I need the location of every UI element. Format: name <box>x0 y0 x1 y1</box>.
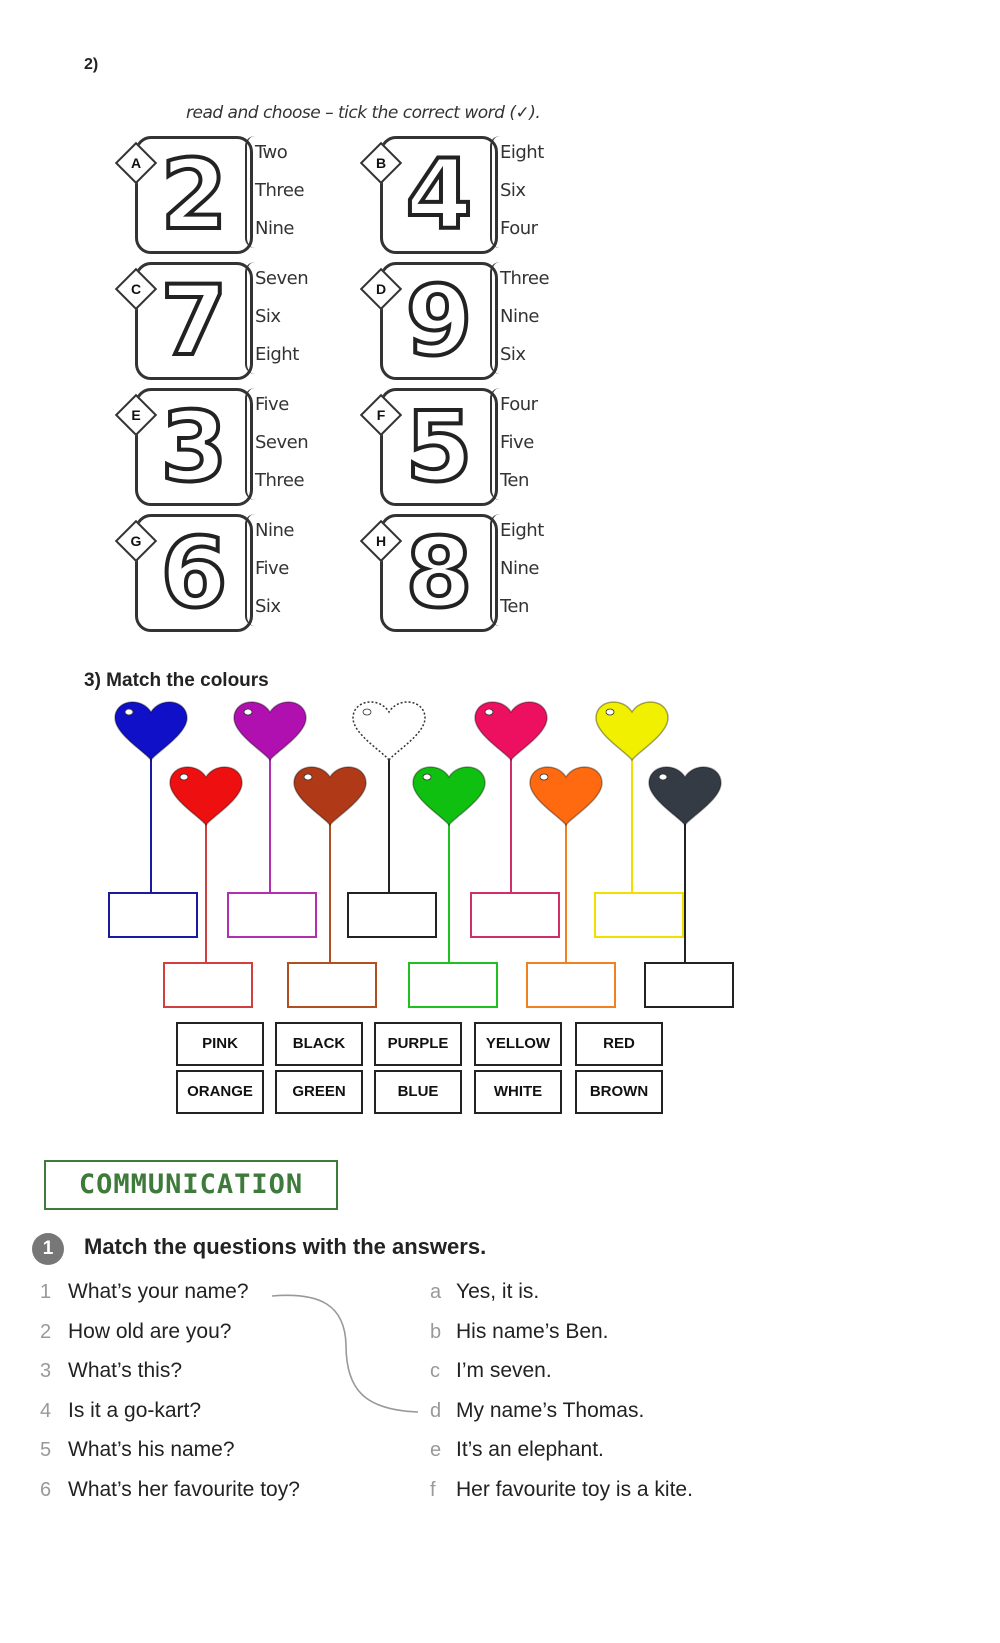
question-text[interactable]: Is it a go-kart? <box>68 1399 202 1422</box>
option-word[interactable]: Eight <box>255 344 299 365</box>
question-number: 3 <box>40 1360 52 1382</box>
option-word[interactable]: Nine <box>255 218 294 239</box>
option-word[interactable]: Six <box>255 306 281 327</box>
option-word[interactable]: Four <box>500 394 538 415</box>
number-digit: 8 <box>405 517 473 629</box>
option-word[interactable]: Four <box>500 218 538 239</box>
letter-badge-label: B <box>375 155 387 171</box>
brown-heart-highlight <box>304 774 312 780</box>
answer-letter: b <box>430 1321 442 1343</box>
exercise-instruction: Match the questions with the answers. <box>84 1234 487 1259</box>
number-digit: 3 <box>160 391 228 503</box>
answer-text[interactable]: Yes, it is. <box>456 1280 540 1303</box>
section-2-instruction: read and choose – tick the correct word (✓). <box>186 103 541 123</box>
answer-text[interactable]: His name’s Ben. <box>456 1320 609 1343</box>
number-card-f <box>380 388 498 506</box>
option-word[interactable]: Six <box>500 180 526 201</box>
orange-heart-highlight <box>540 774 548 780</box>
number-digit: 9 <box>405 265 473 377</box>
options-column-g <box>245 514 317 626</box>
answer-box-purple-heart[interactable] <box>227 892 317 938</box>
exercise-number-badge <box>32 1233 64 1265</box>
option-word[interactable]: Two <box>255 142 288 163</box>
answer-text[interactable]: I’m seven. <box>456 1359 552 1382</box>
number-card-a <box>135 136 253 254</box>
red-heart-highlight <box>180 774 188 780</box>
number-card-c <box>135 262 253 380</box>
letter-badge-label: G <box>130 533 142 549</box>
answer-box-red-heart[interactable] <box>163 962 253 1008</box>
option-word[interactable]: Three <box>500 268 550 289</box>
number-digit: 5 <box>405 391 473 503</box>
answer-box-pink-heart[interactable] <box>470 892 560 938</box>
question-text[interactable]: What’s your name? <box>68 1280 249 1303</box>
word-red[interactable]: RED <box>575 1022 663 1066</box>
option-word[interactable]: Eight <box>500 520 544 541</box>
letter-badge-label: A <box>130 155 142 171</box>
purple-heart-highlight <box>244 709 252 715</box>
word-white[interactable]: WHITE <box>474 1070 562 1114</box>
options-column-d <box>490 262 562 374</box>
options-column-h <box>490 514 562 626</box>
answer-box-black-heart[interactable] <box>644 962 734 1008</box>
number-card-h <box>380 514 498 632</box>
yellow-heart-highlight <box>606 709 614 715</box>
word-yellow[interactable]: YELLOW <box>474 1022 562 1066</box>
answer-box-blue-heart[interactable] <box>108 892 198 938</box>
question-text[interactable]: What’s this? <box>68 1359 182 1382</box>
communication-header-label: COMMUNICATION <box>78 1169 304 1200</box>
option-word[interactable]: Ten <box>500 596 529 617</box>
question-text[interactable]: What’s her favourite toy? <box>68 1478 300 1501</box>
options-column-b <box>490 136 562 248</box>
option-word[interactable]: Five <box>500 432 534 453</box>
number-digit: 6 <box>160 517 228 629</box>
answer-text[interactable]: Her favourite toy is a kite. <box>456 1478 693 1501</box>
letter-badge-label: D <box>375 281 387 297</box>
option-word[interactable]: Five <box>255 558 289 579</box>
options-column-a <box>245 136 317 248</box>
answer-letter: d <box>430 1400 442 1422</box>
word-blue[interactable]: BLUE <box>374 1070 462 1114</box>
options-column-e <box>245 388 317 500</box>
answer-text[interactable]: My name’s Thomas. <box>456 1399 645 1422</box>
white-heart-highlight <box>363 709 371 715</box>
option-word[interactable]: Three <box>255 470 305 491</box>
answer-text[interactable]: It’s an elephant. <box>456 1438 604 1461</box>
hearts-diagram <box>0 690 1000 1020</box>
options-column-f <box>490 388 562 500</box>
word-brown[interactable]: BROWN <box>575 1070 663 1114</box>
word-black[interactable]: BLACK <box>275 1022 363 1066</box>
answer-letter: f <box>430 1479 436 1501</box>
answer-letter: e <box>430 1439 442 1461</box>
option-word[interactable]: Nine <box>255 520 294 541</box>
question-number: 5 <box>40 1439 52 1461</box>
word-purple[interactable]: PURPLE <box>374 1022 462 1066</box>
answer-letter: c <box>430 1360 440 1382</box>
exercise-number: 1 <box>42 1238 54 1259</box>
option-word[interactable]: Eight <box>500 142 544 163</box>
letter-badge-label: E <box>131 407 141 423</box>
letter-badge-label: C <box>130 281 142 297</box>
option-word[interactable]: Seven <box>255 268 309 289</box>
number-card-g <box>135 514 253 632</box>
option-word[interactable]: Six <box>500 344 526 365</box>
number-digit: 7 <box>160 265 228 377</box>
number-digit: 4 <box>405 139 473 251</box>
pink-heart-highlight <box>485 709 493 715</box>
answer-box-orange-heart[interactable] <box>526 962 616 1008</box>
answer-box-brown-heart[interactable] <box>287 962 377 1008</box>
green-heart-highlight <box>423 774 431 780</box>
option-word[interactable]: Seven <box>255 432 309 453</box>
option-word[interactable]: Ten <box>500 470 529 491</box>
option-word[interactable]: Nine <box>500 558 539 579</box>
question-number: 6 <box>40 1479 52 1501</box>
communication-header <box>44 1160 338 1210</box>
option-word[interactable]: Three <box>255 180 305 201</box>
blue-heart-highlight <box>125 709 133 715</box>
option-word[interactable]: Six <box>255 596 281 617</box>
number-card-d <box>380 262 498 380</box>
answer-box-white-heart[interactable] <box>347 892 437 938</box>
option-word[interactable]: Five <box>255 394 289 415</box>
word-orange[interactable]: ORANGE <box>176 1070 264 1114</box>
question-text[interactable]: How old are you? <box>68 1320 232 1343</box>
word-pink[interactable]: PINK <box>176 1022 264 1066</box>
letter-badge-label: H <box>375 533 387 549</box>
number-card-b <box>380 136 498 254</box>
word-green[interactable]: GREEN <box>275 1070 363 1114</box>
options-column-c <box>245 262 317 374</box>
question-number: 4 <box>40 1400 52 1422</box>
answer-box-yellow-heart[interactable] <box>594 892 684 938</box>
number-card-e <box>135 388 253 506</box>
letter-badge-label: F <box>376 407 386 423</box>
option-word[interactable]: Nine <box>500 306 539 327</box>
question-number: 1 <box>40 1281 52 1303</box>
question-text[interactable]: What’s his name? <box>68 1438 235 1461</box>
question-number: 2 <box>40 1321 52 1343</box>
answer-box-green-heart[interactable] <box>408 962 498 1008</box>
answer-letter: a <box>430 1281 442 1303</box>
section-2-number: 2) <box>84 56 99 73</box>
section-3-title: 3) Match the colours <box>84 670 269 691</box>
black-heart-highlight <box>659 774 667 780</box>
number-digit: 2 <box>160 139 228 251</box>
